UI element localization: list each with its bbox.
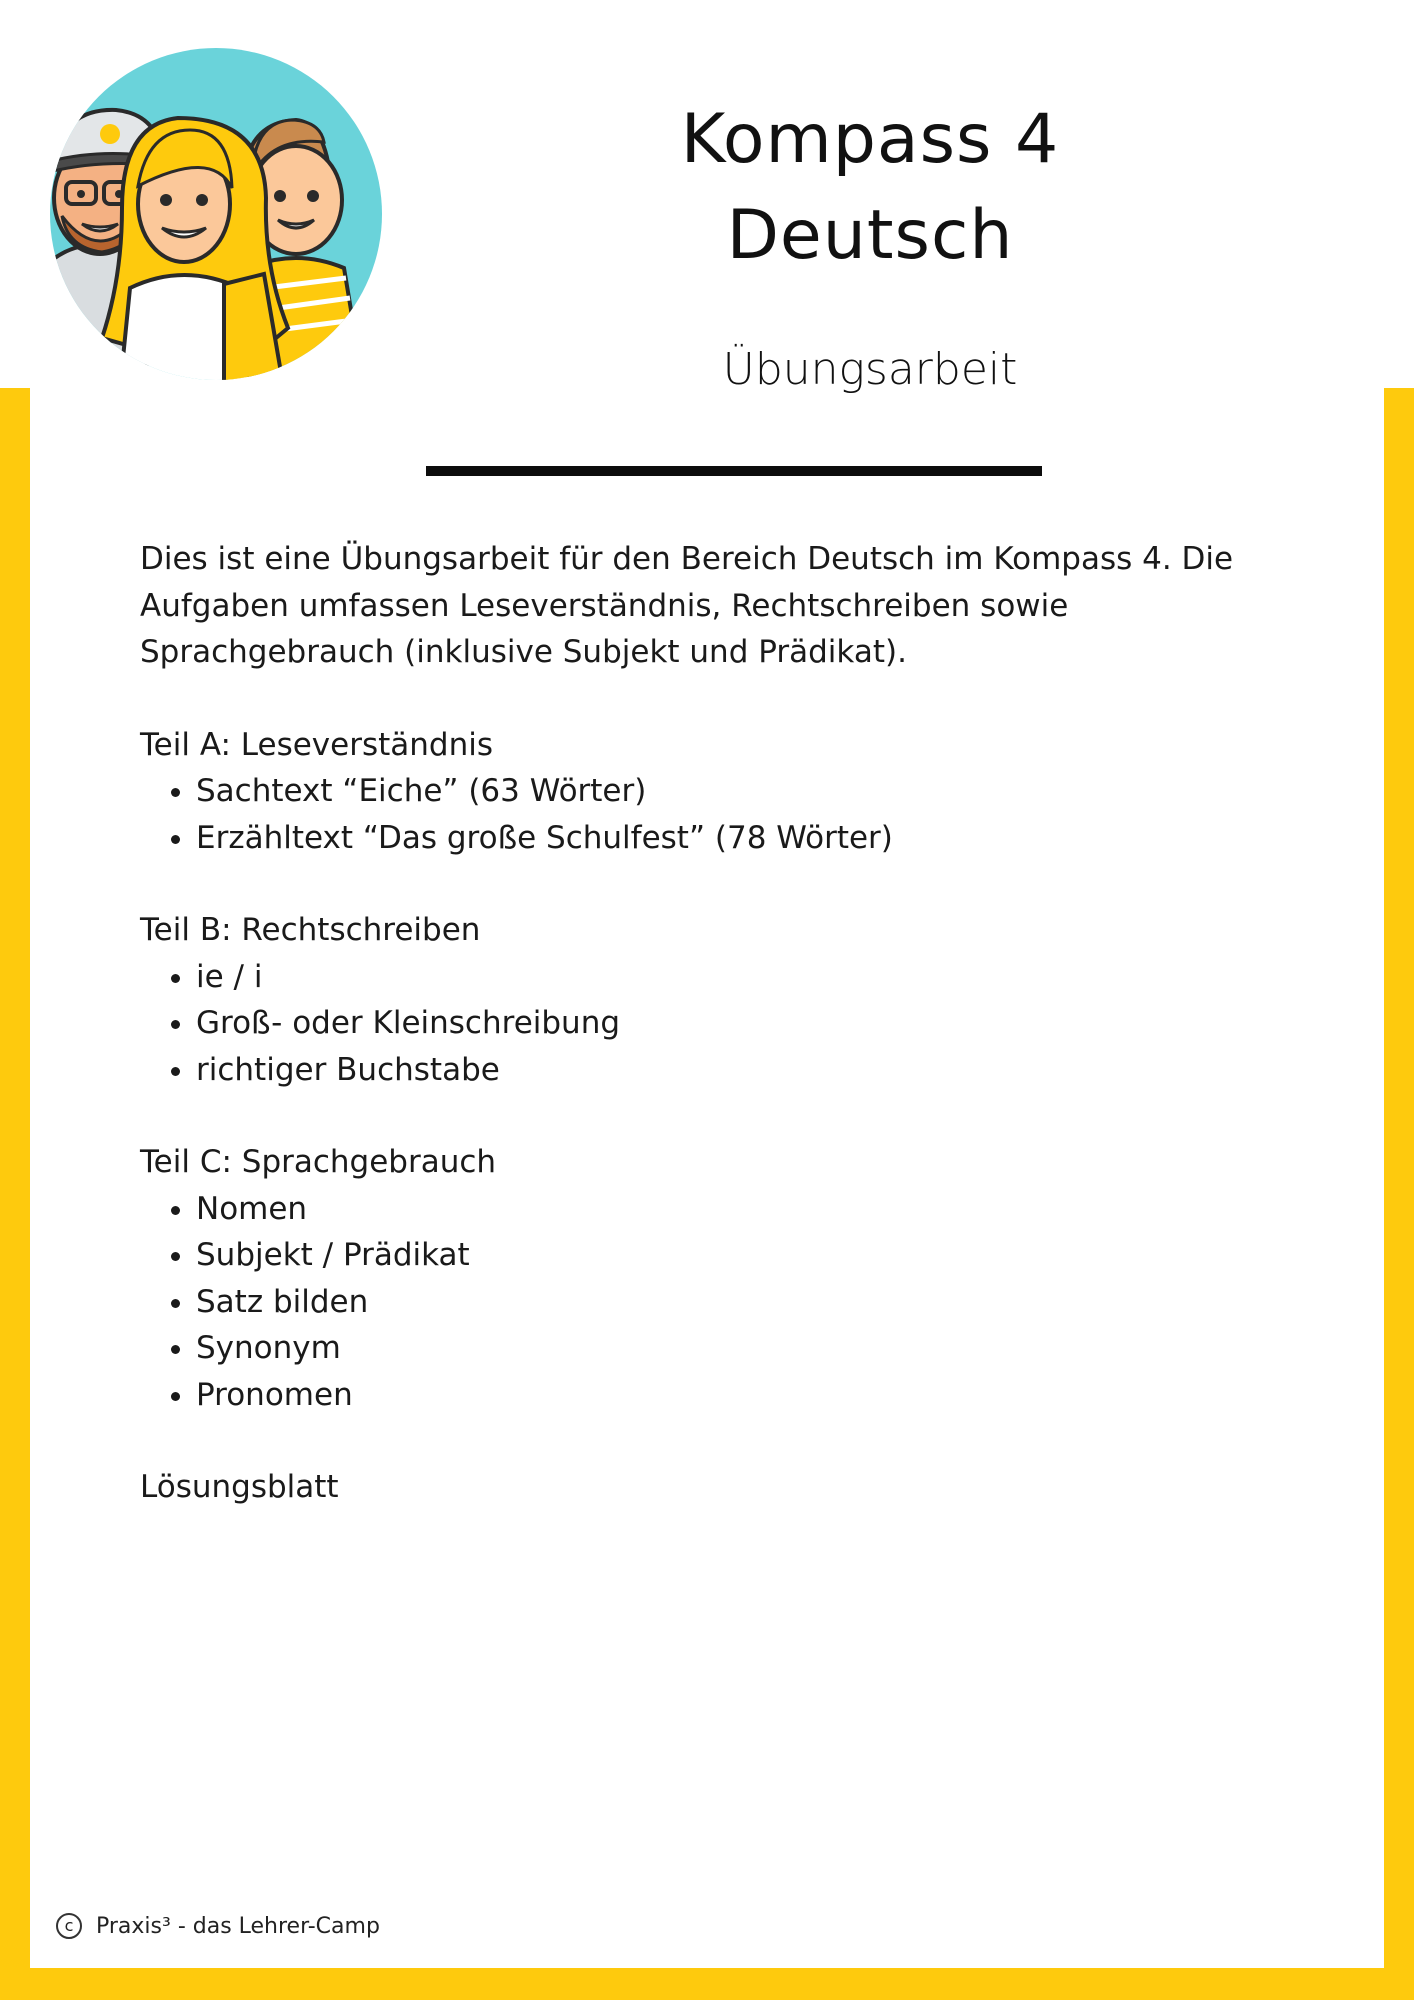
page-title-line-2: Deutsch bbox=[726, 196, 1014, 275]
logo-illustration bbox=[38, 48, 386, 380]
list-item: • Subjekt / Prädikat bbox=[196, 1232, 1290, 1279]
title-divider bbox=[426, 466, 1042, 476]
section-list bbox=[140, 954, 1290, 1094]
list-item: • ie / i bbox=[196, 954, 1290, 1001]
section-title: Teil A: Leseverständnis bbox=[140, 726, 494, 763]
section-part-b bbox=[140, 907, 1290, 1093]
section-title: Teil B: Rechtschreiben bbox=[140, 912, 481, 948]
page-title bbox=[560, 92, 1180, 284]
intro-paragraph: Dies ist eine Übungsarbeit für den Bereich Deutsch im Kompass 4. Die Aufgaben umfassen Leseverständnis, Rechtschreiben sowie Sprachgebrauch (inklusive Subjekt und Prädikat). bbox=[140, 541, 1234, 670]
page-title-line-1: Kompass 4 bbox=[680, 100, 1060, 179]
section-title: Teil C: Sprachgebrauch bbox=[140, 1144, 497, 1180]
footer bbox=[56, 1908, 380, 1944]
section-list bbox=[140, 1186, 1290, 1419]
list-item: • Synonym bbox=[196, 1325, 1290, 1372]
list-item: • richtiger Buchstabe bbox=[196, 1047, 1290, 1094]
copyright-icon: c bbox=[56, 1913, 82, 1939]
main-content bbox=[140, 536, 1290, 1511]
list-item: • Sachtext “Eiche” (63 Wörter) bbox=[196, 768, 1290, 815]
page-subtitle: Übungsarbeit bbox=[722, 344, 1018, 395]
list-item: • Pronomen bbox=[196, 1372, 1290, 1419]
section-list bbox=[140, 768, 1290, 861]
footer-text: Praxis³ - das Lehrer-Camp bbox=[96, 1913, 380, 1939]
frame-bottom-border bbox=[0, 1968, 1414, 2000]
frame-left-border bbox=[0, 388, 30, 2000]
section-part-c bbox=[140, 1139, 1290, 1418]
frame-right-border bbox=[1384, 388, 1414, 2000]
list-item: • Erzähltext “Das große Schulfest” (78 Wörter) bbox=[196, 815, 1290, 862]
list-item: • Satz bilden bbox=[196, 1279, 1290, 1326]
list-item: • Groß- oder Kleinschreibung bbox=[196, 1000, 1290, 1047]
list-item: • Nomen bbox=[196, 1186, 1290, 1233]
solution-sheet-label: Lösungsblatt bbox=[140, 1469, 339, 1505]
section-part-a bbox=[140, 722, 1290, 862]
